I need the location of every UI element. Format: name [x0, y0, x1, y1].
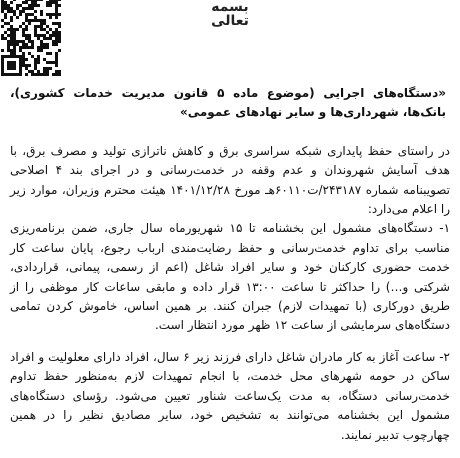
item-1: ۱- دستگاه‌های مشمول این بخشنامه تا ۱۵ شهریورماه سال جاری، ضمن برنامه‌ریزی مناسب برای تداوم خدمت‌رسانی و حفظ رضایت‌مندی ارباب رجوع، پایان ساعت کار خدمت حضوری کارکنان خود و سایر افراد شاغل (اعم از رسمی، پیمانی، قراردادی، شرکتی و…) را حداکثر تا ساعت ۱۳:۰۰ قرار داده و مابقی ساعات کار موظفی را از طریق دورکاری (با تمهیدات لازم) جبران کنند. بر همین اساس، خاموش کردن تمامی دستگاه‌های سرمایشی از ساعت ۱۲ ظهر مورد انتظار است.: [10, 221, 451, 333]
item-2: ۲- ساعت آغاز به کار مادران شاغل دارای فرزند زیر ۶ سال، افراد دارای معلولیت و افراد ساکن در حومه شهرهای محل خدمت، با انجام تمهیدات لازم به‌منظور حفظ تداوم خدمت‌رسانی دستگاه، به مدت یک‌ساعت شناور تعیین می‌شود. رؤسای دستگاه‌های مشمول این بخشنامه می‌توانند به تشخیص خود، سایر مصادیق نظیر را در همین چهارچوب تدبیر نمایند.: [10, 349, 450, 442]
qr-code: [0, 0, 62, 78]
addressee: «دستگاه‌های اجرایی (موضوع ماده ۵ قانون مدیریت خدمات کشوری)، بانک‌ها، شهرداری‌ها و سایر نهادهای عمومی»: [10, 86, 446, 120]
letter-heading: بسمه تعالی: [211, 0, 249, 29]
intro-paragraph: در راستای حفظ پایداری شبکه سراسری برق و کاهش ناترازی تولید و مصرف برق، با هدف آسایش شهروندان و عدم وقفه در خدمت‌رسانی و در اجرای بند ۴ اصلاحی تصویبنامه شماره ۲۴۳۱۸۷/ت۶۰۱۱۰هـ مورخ ۱۴۰۱/۱۲/۲۸ هیئت محترم وزیران، موارد زیر را اعلام می‌دارد:: [10, 143, 451, 217]
letter-body: [10, 84, 450, 445]
